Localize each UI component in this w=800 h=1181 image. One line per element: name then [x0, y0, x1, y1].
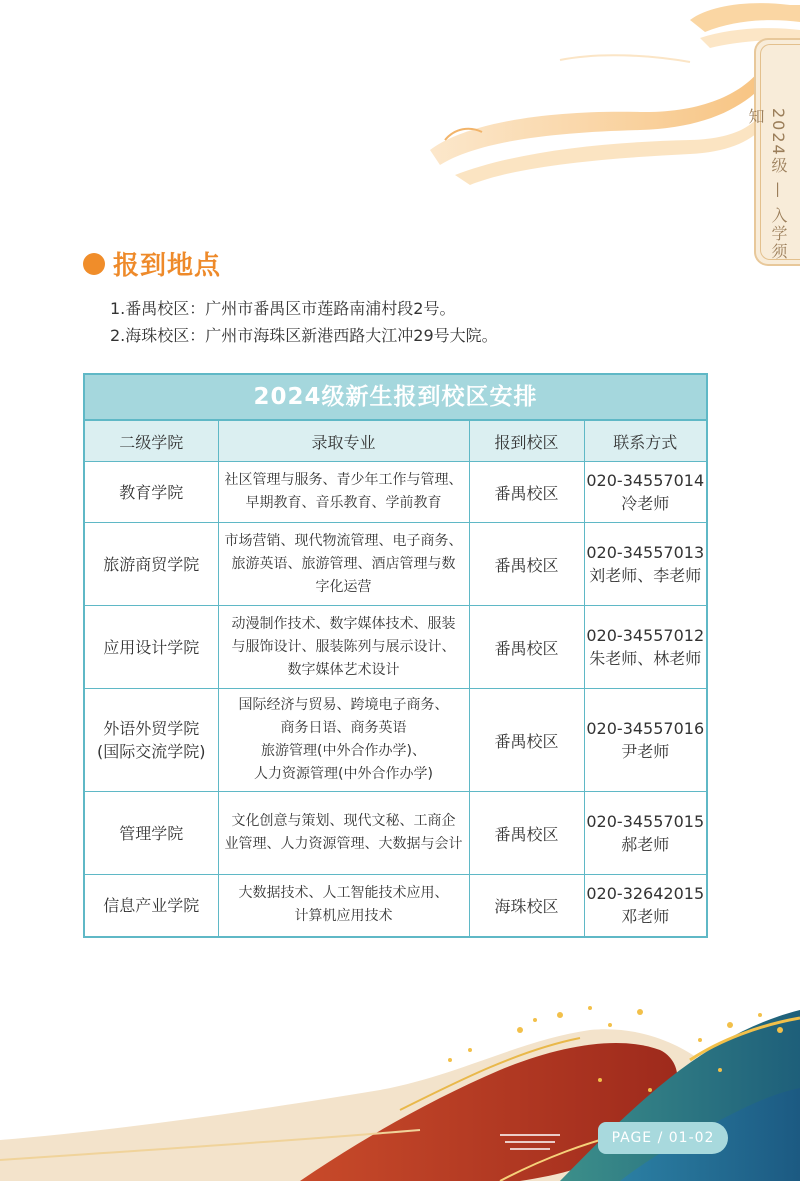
college-cell: 教育学院	[85, 462, 218, 523]
campus-cell: 番禺校区	[469, 606, 584, 689]
contact-cell: 020-34557013 刘老师、李老师	[584, 523, 706, 606]
table-row	[85, 792, 706, 875]
contact-cell: 020-34557014 冷老师	[584, 462, 706, 523]
contact-cell: 020-34557012 朱老师、林老师	[584, 606, 706, 689]
table-row	[85, 606, 706, 689]
table-title: 2024级新生报到校区安排	[85, 375, 706, 421]
table-row	[85, 462, 706, 523]
side-tab	[746, 38, 800, 266]
campus-cell: 番禺校区	[469, 689, 584, 792]
column-header: 联系方式	[584, 421, 706, 462]
major-cell: 动漫制作技术、数字媒体技术、服装 与服饰设计、服装陈列与展示设计、 数字媒体艺术设计	[218, 606, 469, 689]
contact-cell: 020-32642015 邓老师	[584, 875, 706, 936]
major-cell: 社区管理与服务、青少年工作与管理、 早期教育、音乐教育、学前教育	[218, 462, 469, 523]
table-row	[85, 875, 706, 936]
column-header: 报到校区	[469, 421, 584, 462]
table-header-row	[85, 421, 706, 462]
table-body	[85, 421, 706, 936]
table-row	[85, 523, 706, 606]
table-row	[85, 689, 706, 792]
campus-cell: 番禺校区	[469, 523, 584, 606]
campus-cell: 海珠校区	[469, 875, 584, 936]
major-cell: 国际经济与贸易、跨境电子商务、 商务日语、商务英语 旅游管理(中外合作办学)、 人力资源管理(中外合作办学)	[218, 689, 469, 792]
campus-arrangement-table	[83, 373, 708, 938]
major-cell: 文化创意与策划、现代文秘、工商企 业管理、人力资源管理、大数据与会计	[218, 792, 469, 875]
side-tab-label: 2024级 — 入学须知	[746, 108, 788, 261]
campus-cell: 番禺校区	[469, 792, 584, 875]
column-header: 录取专业	[218, 421, 469, 462]
contact-cell: 020-34557016 尹老师	[584, 689, 706, 792]
address-line: 2.海珠校区：广州市海珠区新港西路大江冲29号大院。	[110, 326, 498, 345]
college-cell: 旅游商贸学院	[85, 523, 218, 606]
major-cell: 大数据技术、人工智能技术应用、 计算机应用技术	[218, 875, 469, 936]
address-line: 1.番禺校区：广州市番禺区市莲路南浦村段2号。	[110, 299, 456, 318]
column-header: 二级学院	[85, 421, 218, 462]
campus-cell: 番禺校区	[469, 462, 584, 523]
college-cell: 信息产业学院	[85, 875, 218, 936]
bullet-dot-icon	[83, 253, 105, 275]
college-cell: 管理学院	[85, 792, 218, 875]
college-cell: 外语外贸学院 (国际交流学院)	[85, 689, 218, 792]
college-cell: 应用设计学院	[85, 606, 218, 689]
top-cloud-decoration	[0, 0, 800, 200]
major-cell: 市场营销、现代物流管理、电子商务、 旅游英语、旅游管理、酒店管理与数 字化运营	[218, 523, 469, 606]
section-title: 报到地点	[113, 251, 222, 281]
page-number-badge: PAGE / 01-02	[598, 1122, 728, 1154]
section-heading	[83, 245, 221, 282]
contact-cell: 020-34557015 郝老师	[584, 792, 706, 875]
